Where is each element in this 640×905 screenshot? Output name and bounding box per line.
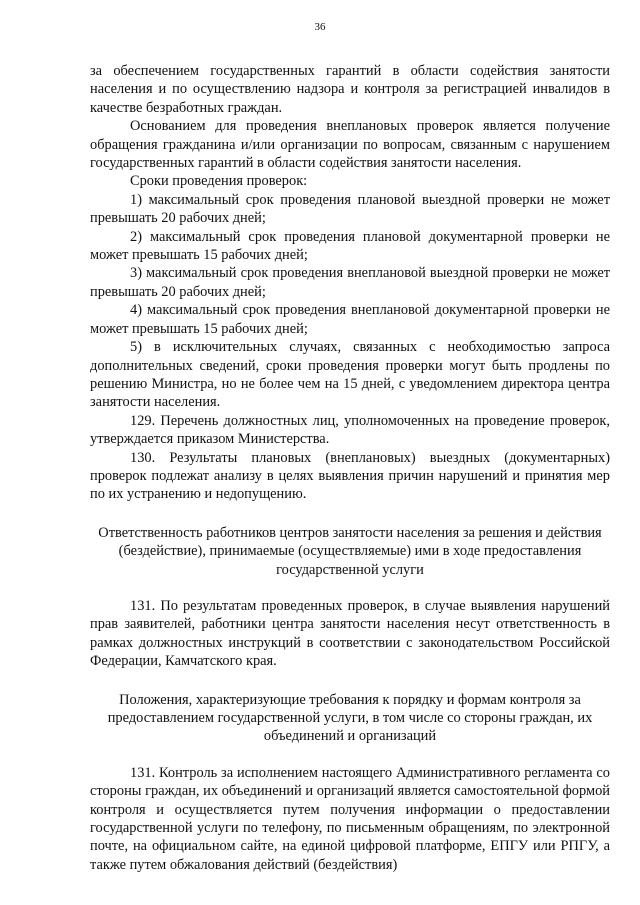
list-item-term-1: 1) максимальный срок проведения плановой выездной проверки не может превышать 20 рабочих дней;: [90, 191, 610, 227]
list-item-term-2: 2) максимальный срок проведения плановой документарной проверки не может превышать 15 рабочих дней;: [90, 228, 610, 264]
page-number: 36: [314, 21, 326, 33]
paragraph-129: 129. Перечень должностных лиц, уполномоченных на проведение проверок, утверждается приказом Министерства.: [90, 412, 610, 448]
spacer: [90, 746, 610, 764]
paragraph-131-responsibility: 131. По результатам проведенных проверок, в случае выявления нарушений прав заявителей, работники центра занятости населения несут ответственность в рамках должностных инструкций в соответствии с законодательством Российской Федерации, Камчатского края.: [90, 597, 610, 670]
spacer: [90, 504, 610, 524]
paragraph-130: 130. Результаты плановых (внеплановых) выездных (документарных) проверок подлежат анализу в целях выявления причин нарушений и принятия мер по их устранению и недопущению.: [90, 449, 610, 503]
paragraph-continuation: за обеспечением государственных гарантий в области содействия занятости населения и по осуществлению надзора и контроля за регистрацией инвалидов в качестве безработных граждан.: [90, 63, 610, 116]
list-item-term-5: 5) в исключительных случаях, связанных с необходимостью запроса дополнительных сведений, сроки проведения проверки могут быть продлены по решению Министра, но не более чем на 15 дней, с уведомлением директора центра занятости населения.: [90, 339, 610, 411]
paragraph-unscheduled-inspections-basis: Основанием для проведения внеплановых проверок является получение обращения гражданина и/или организации по вопросам, связанным с нарушением государственных гарантий в области содействия занятости населения.: [90, 118, 610, 172]
list-item-term-3: 3) максимальный срок проведения внеплановой выездной проверки не может превышать 20 рабочих дней;: [90, 265, 610, 300]
section-heading-responsibility: Ответственность работников центров занятости населения за решения и действия (бездействие), принимаемые (осуществляемые) ими в ходе предоставления государственной услуги: [98, 524, 602, 578]
document-body: [90, 62, 610, 874]
spacer: [90, 671, 610, 691]
section-heading-control-requirements: Положения, характеризующие требования к порядку и формам контроля за предоставлением государственной услуги, в том числе со стороны граждан, их объединений и организаций: [107, 691, 593, 745]
paragraph-inspection-terms-intro: Сроки проведения проверок:: [130, 173, 308, 190]
paragraph-131-control: 131. Контроль за исполнением настоящего Административного регламента со стороны граждан, их объединений и организаций является самостоятельной формой контроля и осуществляется путем получения информации о предоставлении государственной услуги по телефону, по письменным обращениям, по электронной почте, на официальном сайте, на единой цифровой платформе, ЕПГУ или РПГУ, а также путем обжалования действий (бездействия): [90, 764, 610, 873]
spacer: [90, 579, 610, 597]
list-item-term-4: 4) максимальный срок проведения внеплановой документарной проверки не может превышать 15 рабочих дней;: [90, 302, 610, 337]
